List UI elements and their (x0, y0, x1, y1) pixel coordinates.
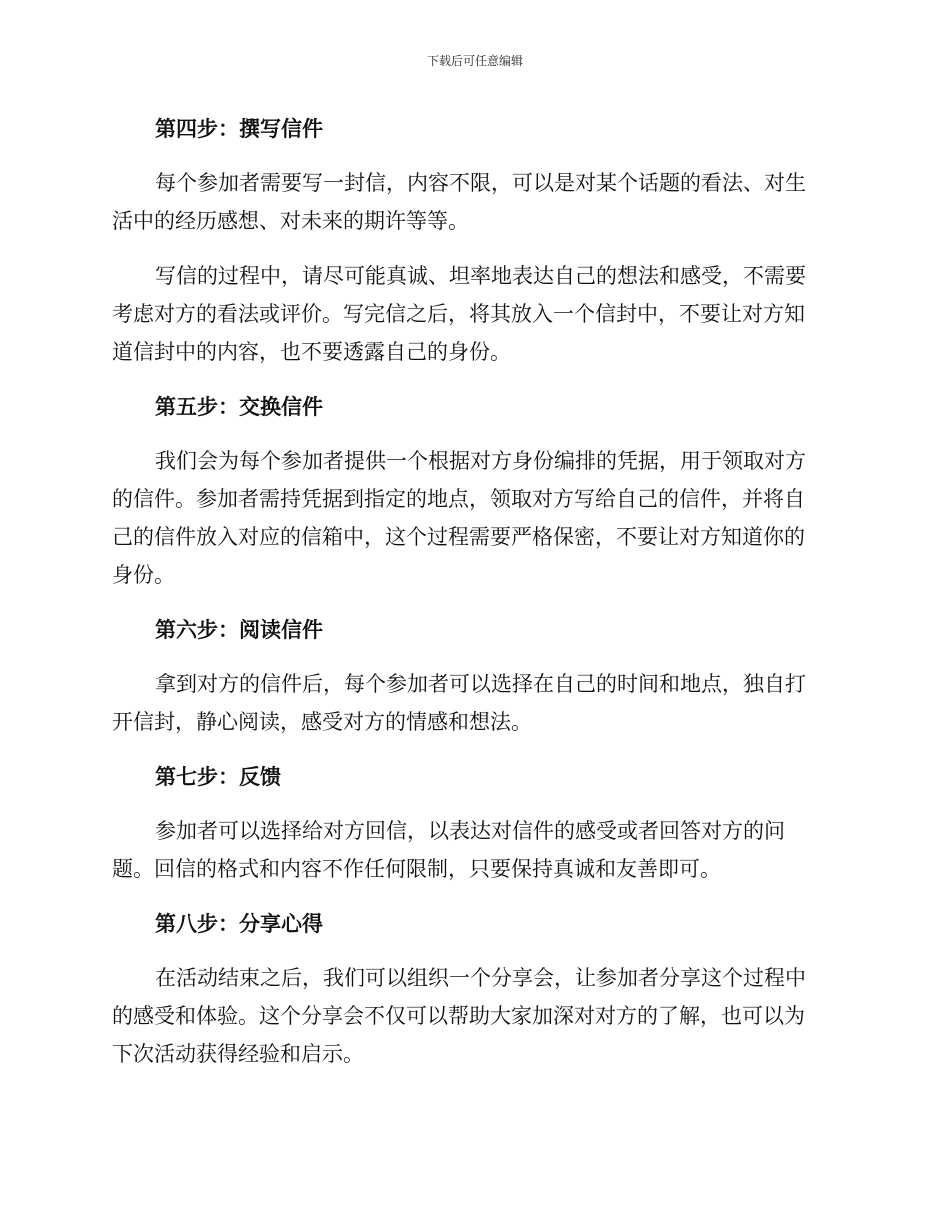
paragraph (112, 442, 832, 594)
section-heading: 第七步：反馈 (155, 765, 281, 789)
section-step-7 (112, 758, 832, 888)
text-line: 的信件。参加者需持凭据到指定的地点，领取对方写给自己的信件，并将自 (112, 487, 805, 511)
paragraph (112, 257, 832, 371)
section-heading: 第五步：交换信件 (155, 395, 323, 419)
document-body (112, 110, 832, 1073)
text-line: 拿到对方的信件后，每个参加者可以选择在自己的时间和地点，独自打 (155, 672, 806, 696)
text-line: 己的信件放入对应的信箱中，这个过程需要严格保密，不要让对方知道你的 (112, 525, 805, 549)
paragraph (112, 812, 832, 888)
section-heading: 第八步：分享心得 (155, 912, 323, 936)
section-step-4 (112, 110, 832, 371)
text-line: 下次活动获得经验和启示。 (112, 1042, 364, 1066)
section-heading: 第六步：阅读信件 (155, 618, 323, 642)
section-heading: 第四步：撰写信件 (155, 117, 323, 141)
text-line: 开信封，静心阅读，感受对方的情感和想法。 (112, 710, 532, 734)
paragraph (112, 665, 832, 741)
page-header: 下载后可任意编辑 (426, 54, 523, 68)
text-line: 题。回信的格式和内容不作任何限制，只要保持真诚和友善即可。 (112, 857, 721, 881)
text-line: 每个参加者需要写一封信，内容不限，可以是对某个话题的看法、对生 (155, 171, 806, 195)
text-line: 在活动结束之后，我们可以组织一个分享会，让参加者分享这个过程中 (155, 966, 806, 990)
text-line: 我们会为每个参加者提供一个根据对方身份编排的凭据，用于领取对方 (155, 449, 806, 473)
text-line: 活中的经历感想、对未来的期许等等。 (112, 209, 469, 233)
paragraph (112, 959, 832, 1073)
text-line: 考虑对方的看法或评价。写完信之后，将其放入一个信封中，不要让对方知 (112, 302, 805, 326)
text-line: 的感受和体验。这个分享会不仅可以帮助大家加深对对方的了解，也可以为 (112, 1004, 805, 1028)
text-line: 道信封中的内容，也不要透露自己的身份。 (112, 340, 511, 364)
section-step-6 (112, 611, 832, 741)
section-step-5 (112, 388, 832, 594)
text-line: 身份。 (112, 563, 175, 587)
section-step-8 (112, 905, 832, 1073)
text-line: 参加者可以选择给对方回信，以表达对信件的感受或者回答对方的问 (155, 819, 785, 843)
paragraph (112, 164, 832, 240)
text-line: 写信的过程中，请尽可能真诚、坦率地表达自己的想法和感受，不需要 (155, 264, 806, 288)
